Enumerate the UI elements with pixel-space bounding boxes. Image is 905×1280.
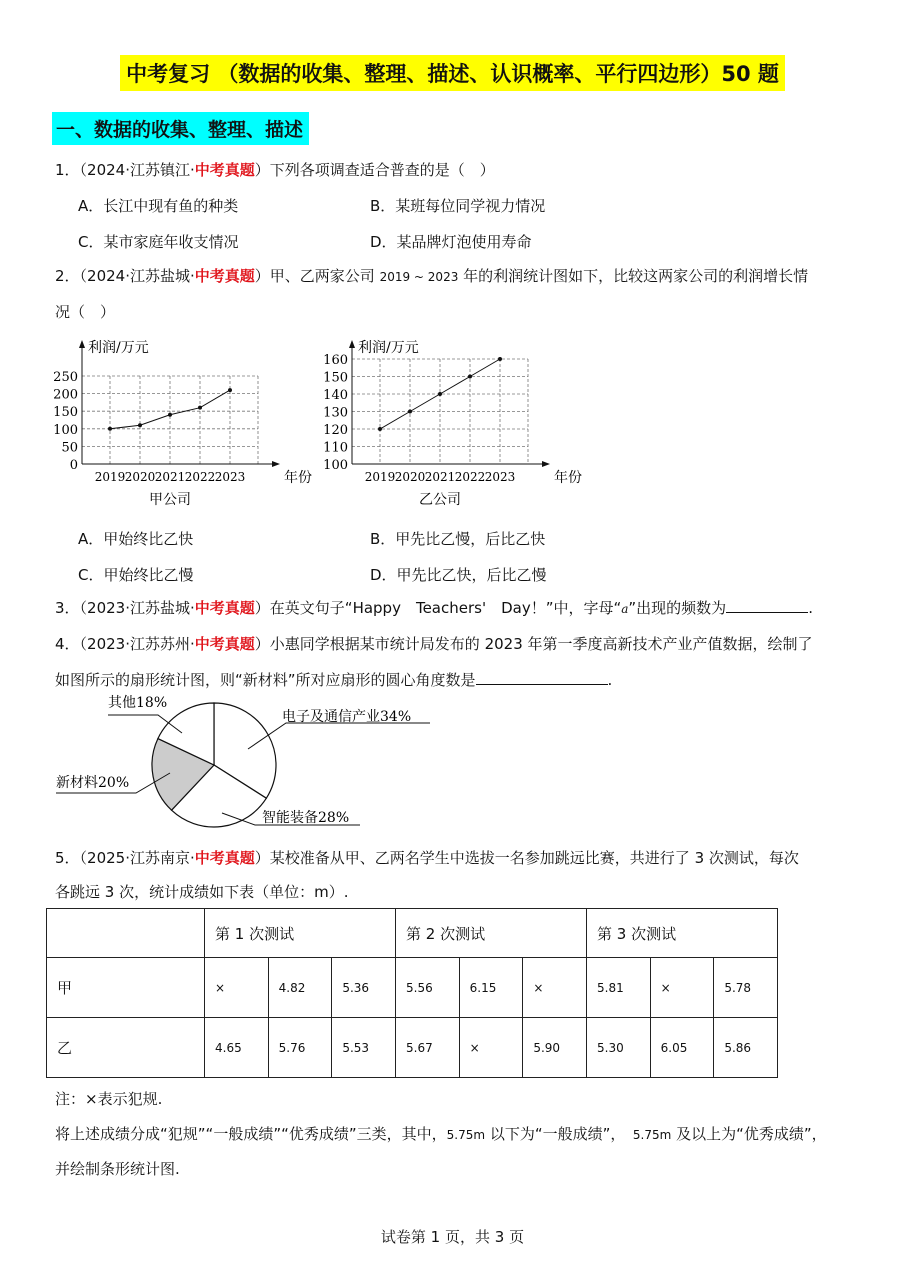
chart-company-jia (48, 332, 312, 514)
table-cell: × (650, 958, 714, 1018)
table-cell: 4.65 (205, 1018, 269, 1078)
y-tick-label: 0 (69, 458, 78, 473)
pie-label: 电子及通信产业34% (282, 709, 412, 725)
question-source-end: ） (254, 635, 270, 653)
table-cell: 6.05 (650, 1018, 714, 1078)
x-tick-label: 2021 (424, 470, 456, 484)
text-part: 及以上为“优秀成绩”， (671, 1125, 827, 1143)
y-axis-label: 利润/万元 (358, 340, 419, 356)
question-source-end: ） (254, 599, 270, 617)
table-cell: 5.56 (396, 958, 460, 1018)
question-source: （2023·江苏盐城· (79, 599, 195, 617)
x-tick-label: 2022 (184, 470, 216, 484)
question-number: 5． (55, 849, 80, 867)
table-cell: 5.30 (587, 1018, 651, 1078)
exam-tag: 中考真题 (194, 161, 255, 179)
question-source-end: ） (254, 849, 270, 867)
exam-tag: 中考真题 (194, 635, 255, 653)
table-header: 第 1 次测试 (205, 909, 396, 958)
x-tick-label: 2023 (214, 470, 246, 484)
answer-blank[interactable] (476, 670, 608, 685)
table-cell: 5.90 (523, 1018, 587, 1078)
pie-label: 新材料20% (56, 775, 130, 791)
exam-tag: 中考真题 (194, 267, 255, 285)
data-point (438, 392, 442, 396)
x-tick-label: 2019 (364, 470, 396, 484)
page-footer: 试卷第 1 页，共 3 页 (380, 1228, 525, 1246)
option-b: B．甲先比乙慢，后比乙快 (370, 530, 546, 548)
table-cell: 5.76 (268, 1018, 332, 1078)
question-source: （2024·江苏镇江· (79, 161, 195, 179)
x-tick-label: 2020 (124, 470, 156, 484)
y-tick-label: 50 (61, 440, 78, 456)
threshold-value: 5.75m (632, 1128, 672, 1142)
question-stem: 甲、乙两家公司 (269, 267, 380, 285)
threshold-value: 5.75m (446, 1128, 486, 1142)
table-cell: 6.15 (459, 958, 523, 1018)
table-cell: × (205, 958, 269, 1018)
question-2-line2: 况（ ） (55, 303, 116, 321)
question-number: 3． (55, 599, 80, 617)
y-axis-arrow (79, 340, 85, 348)
row-label: 甲 (47, 958, 205, 1018)
option-a: A．长江中现有鱼的种类 (78, 197, 239, 215)
question-stem: 下列各项调查适合普查的是（ ） (269, 161, 495, 179)
chart-title: 乙公司 (419, 492, 461, 508)
table-note: 注：×表示犯规. (55, 1090, 163, 1108)
table-row (47, 1018, 778, 1078)
x-tick-label: 2020 (394, 470, 426, 484)
question-5-line2: 各跳远 3 次，统计成绩如下表（单位：m）. (55, 883, 349, 901)
table-cell: 5.53 (332, 1018, 396, 1078)
answer-blank[interactable] (726, 598, 808, 613)
pie-leader-line (248, 723, 430, 749)
table-header: 第 2 次测试 (396, 909, 587, 958)
table-corner (47, 909, 205, 958)
question-stem: 小惠同学根据某市统计局发布的 2023 年第一季度高新技术产业产值数据，绘制了 (269, 635, 813, 653)
question-stem: 某校准备从甲、乙两名学生中选拔一名参加跳远比赛，共进行了 3 次测试，每次 (269, 849, 799, 867)
y-tick-label: 100 (53, 422, 78, 438)
question-number: 4． (55, 635, 80, 653)
table-cell: 5.81 (587, 958, 651, 1018)
question-5 (55, 848, 799, 868)
data-point (378, 427, 382, 431)
y-tick-label: 140 (323, 388, 348, 403)
question-source: （2025·江苏南京· (79, 849, 195, 867)
y-tick-label: 100 (323, 458, 348, 473)
table-cell: 5.36 (332, 958, 396, 1018)
x-tick-label: 2022 (454, 470, 486, 484)
row-label: 乙 (47, 1018, 205, 1078)
question-source: （2023·江苏苏州· (79, 635, 195, 653)
question-stem: 在英文句子“Happy Teachers' Day！”中，字母“ (269, 599, 622, 617)
y-tick-label: 160 (323, 353, 348, 368)
text-part: 以下为“一般成绩”， (485, 1125, 618, 1143)
y-tick-label: 130 (323, 405, 348, 421)
question-stem-cont: ”出现的频数为 (628, 599, 727, 617)
question-number: 2． (55, 267, 80, 285)
table-header: 第 3 次测试 (587, 909, 778, 958)
x-tick-label: 2021 (154, 470, 186, 484)
page-title: 中考复习 （数据的收集、整理、描述、认识概率、平行四边形）50 题 (120, 55, 785, 91)
y-tick-label: 250 (53, 370, 78, 385)
question-4-line2 (55, 670, 612, 690)
y-tick-label: 150 (53, 405, 78, 421)
table-cell: × (523, 958, 587, 1018)
question-1 (55, 160, 495, 180)
option-b: B．某班每位同学视力情况 (370, 197, 546, 215)
data-point (468, 375, 472, 379)
y-tick-label: 120 (323, 423, 348, 438)
data-point (198, 406, 202, 410)
section-heading: 一、数据的收集、整理、描述 (52, 112, 309, 145)
data-point (408, 410, 412, 414)
chart-company-yi (318, 332, 582, 514)
question-source-end: ） (254, 267, 270, 285)
letter-a: a (621, 602, 629, 616)
scores-table (46, 908, 778, 1078)
title-wrap (0, 55, 905, 91)
question-3 (55, 598, 813, 619)
option-c: C．某市家庭年收支情况 (78, 233, 239, 251)
question-source: （2024·江苏盐城· (79, 267, 195, 285)
exam-tag: 中考真题 (194, 849, 255, 867)
question-5-text (55, 1124, 827, 1145)
text-part: 将上述成绩分成“犯规”“一般成绩”“优秀成绩”三类，其中， (55, 1125, 447, 1143)
x-axis-arrow (542, 461, 550, 467)
data-point (168, 413, 172, 417)
question-5-line3: 并绘制条形统计图. (55, 1160, 180, 1178)
x-axis-label: 年份 (284, 470, 312, 486)
period: . (808, 599, 813, 617)
table-cell: 4.82 (268, 958, 332, 1018)
table-row (47, 958, 778, 1018)
y-tick-label: 110 (323, 440, 348, 456)
pie-chart (50, 695, 450, 840)
y-tick-label: 150 (323, 370, 348, 386)
table-cell: 5.86 (714, 1018, 778, 1078)
data-point (498, 357, 502, 361)
option-c: C．甲始终比乙慢 (78, 566, 194, 584)
question-2 (55, 266, 808, 287)
chart-title: 甲公司 (149, 492, 191, 508)
x-tick-label: 2019 (94, 470, 126, 484)
x-axis-label: 年份 (554, 470, 582, 486)
question-number: 1． (55, 161, 80, 179)
y-axis-label: 利润/万元 (88, 340, 149, 356)
question-stem-cont: 如图所示的扇形统计图，则“新材料”所对应扇形的圆心角度数是 (55, 671, 476, 689)
option-d: D．某品牌灯泡使用寿命 (370, 233, 532, 251)
table-cell: × (459, 1018, 523, 1078)
data-point (228, 388, 232, 392)
table-cell: 5.78 (714, 958, 778, 1018)
pie-label: 智能装备28% (262, 810, 350, 826)
period: . (607, 671, 613, 689)
table-header-row (47, 909, 778, 958)
question-source-end: ） (254, 161, 270, 179)
question-4 (55, 634, 813, 654)
option-a: A．甲始终比乙快 (78, 530, 194, 548)
y-tick-label: 200 (53, 387, 78, 403)
pie-label: 其他18% (108, 695, 168, 711)
data-point (138, 423, 142, 427)
year-range: 2019 ~ 2023 (379, 270, 459, 284)
y-axis-arrow (349, 340, 355, 348)
exam-tag: 中考真题 (194, 599, 255, 617)
data-point (108, 427, 112, 431)
x-axis-arrow (272, 461, 280, 467)
question-stem-cont: 年的利润统计图如下，比较这两家公司的利润增长情 (458, 267, 809, 285)
x-tick-label: 2023 (484, 470, 516, 484)
option-d: D．甲先比乙快，后比乙慢 (370, 566, 547, 584)
table-cell: 5.67 (396, 1018, 460, 1078)
